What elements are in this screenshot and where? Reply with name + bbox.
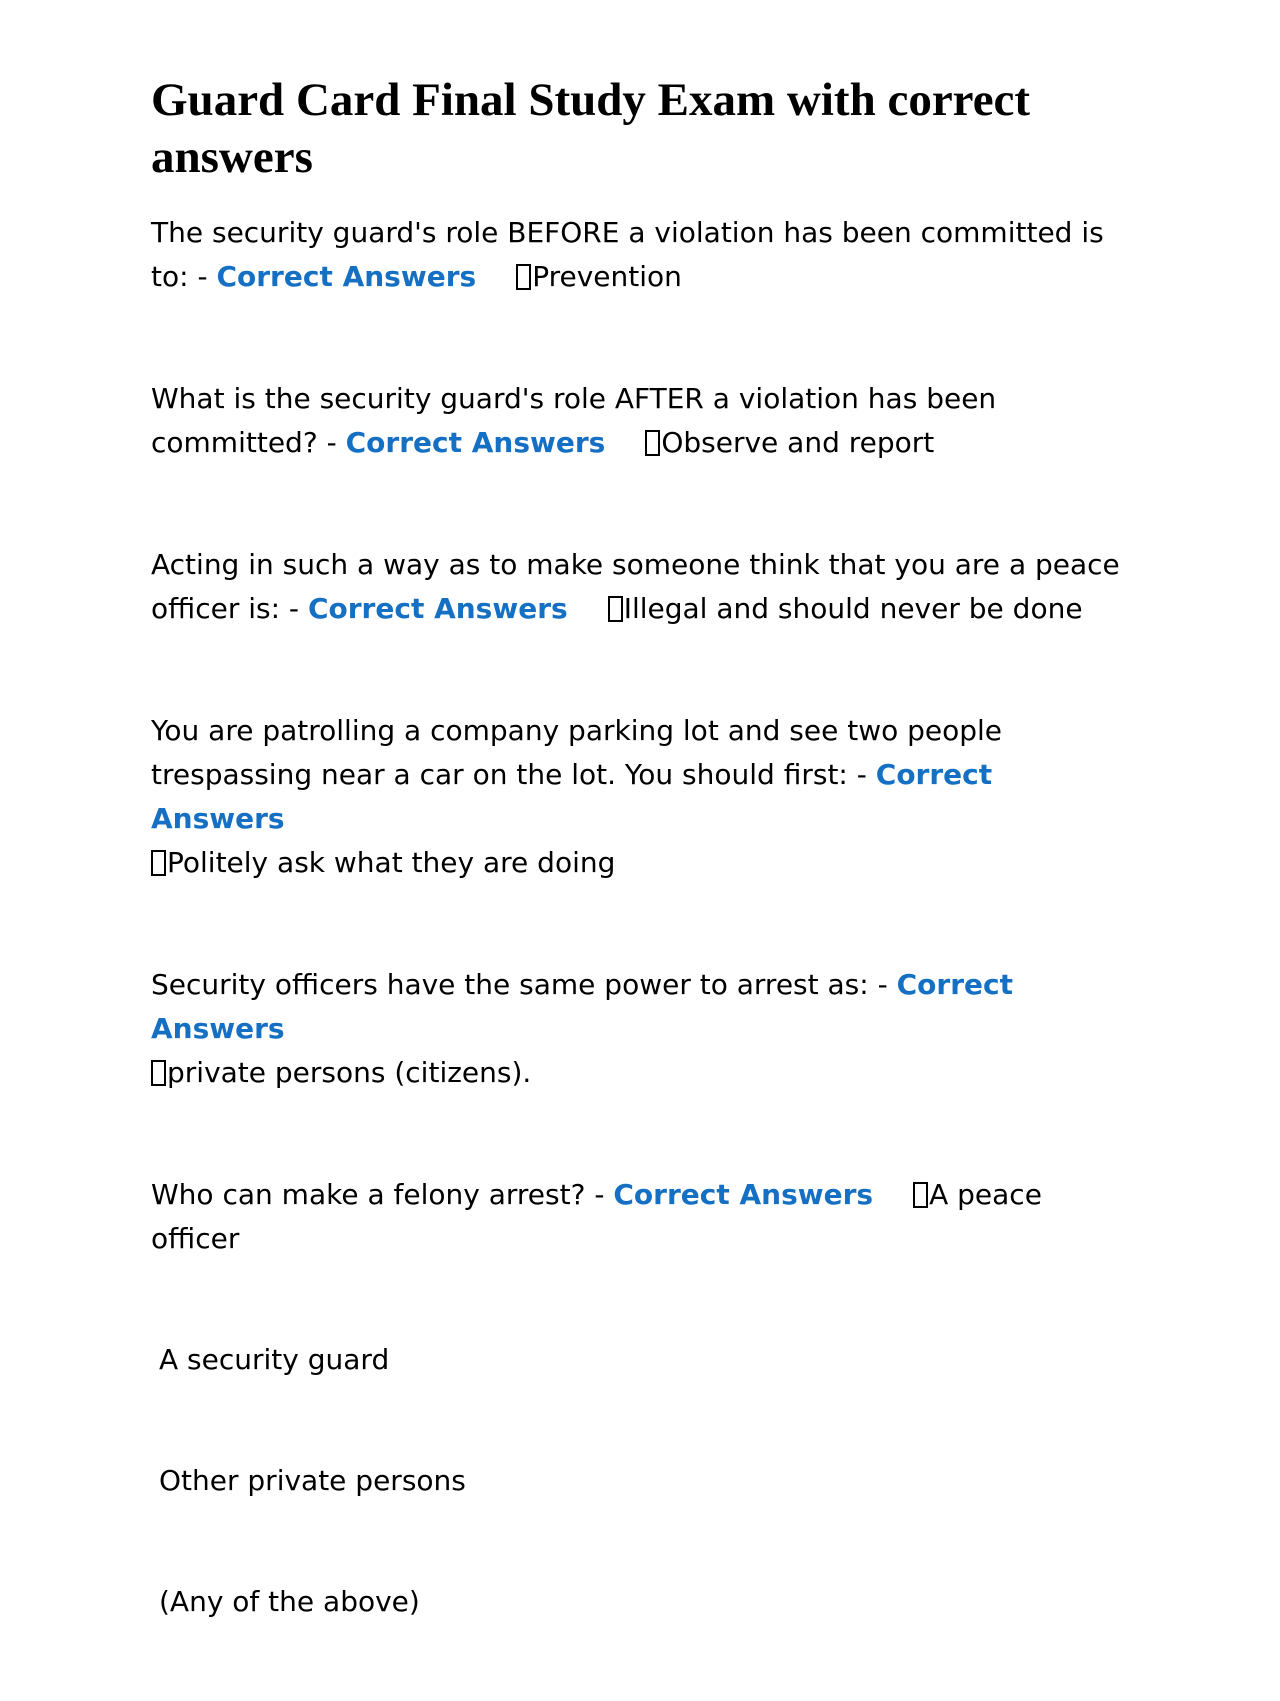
- answer-text: private persons (citizens).: [167, 1056, 532, 1089]
- answer-text: Illegal and should never be done: [623, 592, 1083, 625]
- correct-answers-label: Correct Answers: [345, 426, 606, 459]
- question-text: What is the security guard's role AFTER a violation has been committed? -: [151, 382, 997, 459]
- question-text: Acting in such a way as to make someone think that you are a peace officer is: -: [151, 548, 1120, 625]
- answer-option: A security guard: [159, 1343, 390, 1376]
- document-page: [151, 72, 1131, 1701]
- answer-text: Prevention: [532, 260, 682, 293]
- qa-item: [151, 377, 1131, 465]
- correct-answers-label: Correct Answers: [216, 260, 477, 293]
- question-text: Security officers have the same power to arrest as: -: [151, 968, 888, 1001]
- answer-option: (Any of the above): [159, 1585, 420, 1618]
- qa-item: [151, 543, 1131, 631]
- correct-answers-label: Correct Answers: [151, 968, 1013, 1045]
- document-title: Guard Card Final Study Exam with correct answers: [151, 74, 1031, 183]
- checkbox-glyph-icon: [516, 264, 531, 290]
- qa-item: [151, 211, 1131, 299]
- checkbox-glyph-icon: [913, 1182, 928, 1208]
- answer-text: Politely ask what they are doing: [167, 846, 616, 879]
- correct-answers-label: Correct Answers: [151, 758, 993, 835]
- question-text: Who can make a felony arrest? -: [151, 1178, 605, 1211]
- answer-option: Other private persons: [159, 1464, 466, 1497]
- question-text: You are patrolling a company parking lot and see two people trespassing near a car on the lot. You should first: -: [151, 714, 1003, 791]
- qa-item: [151, 1173, 1131, 1261]
- qa-item: [151, 963, 1131, 1095]
- qa-item: [151, 709, 1131, 885]
- checkbox-glyph-icon: [645, 430, 660, 456]
- correct-answers-label: Correct Answers: [307, 592, 568, 625]
- checkbox-glyph-icon: [151, 850, 166, 876]
- checkbox-glyph-icon: [151, 1060, 166, 1086]
- question-text: The security guard's role BEFORE a violation has been committed is to: -: [151, 216, 1104, 293]
- correct-answers-label: Correct Answers: [613, 1178, 874, 1211]
- answer-text: A peace officer: [151, 1178, 1042, 1255]
- answer-text: Observe and report: [661, 426, 935, 459]
- checkbox-glyph-icon: [608, 596, 623, 622]
